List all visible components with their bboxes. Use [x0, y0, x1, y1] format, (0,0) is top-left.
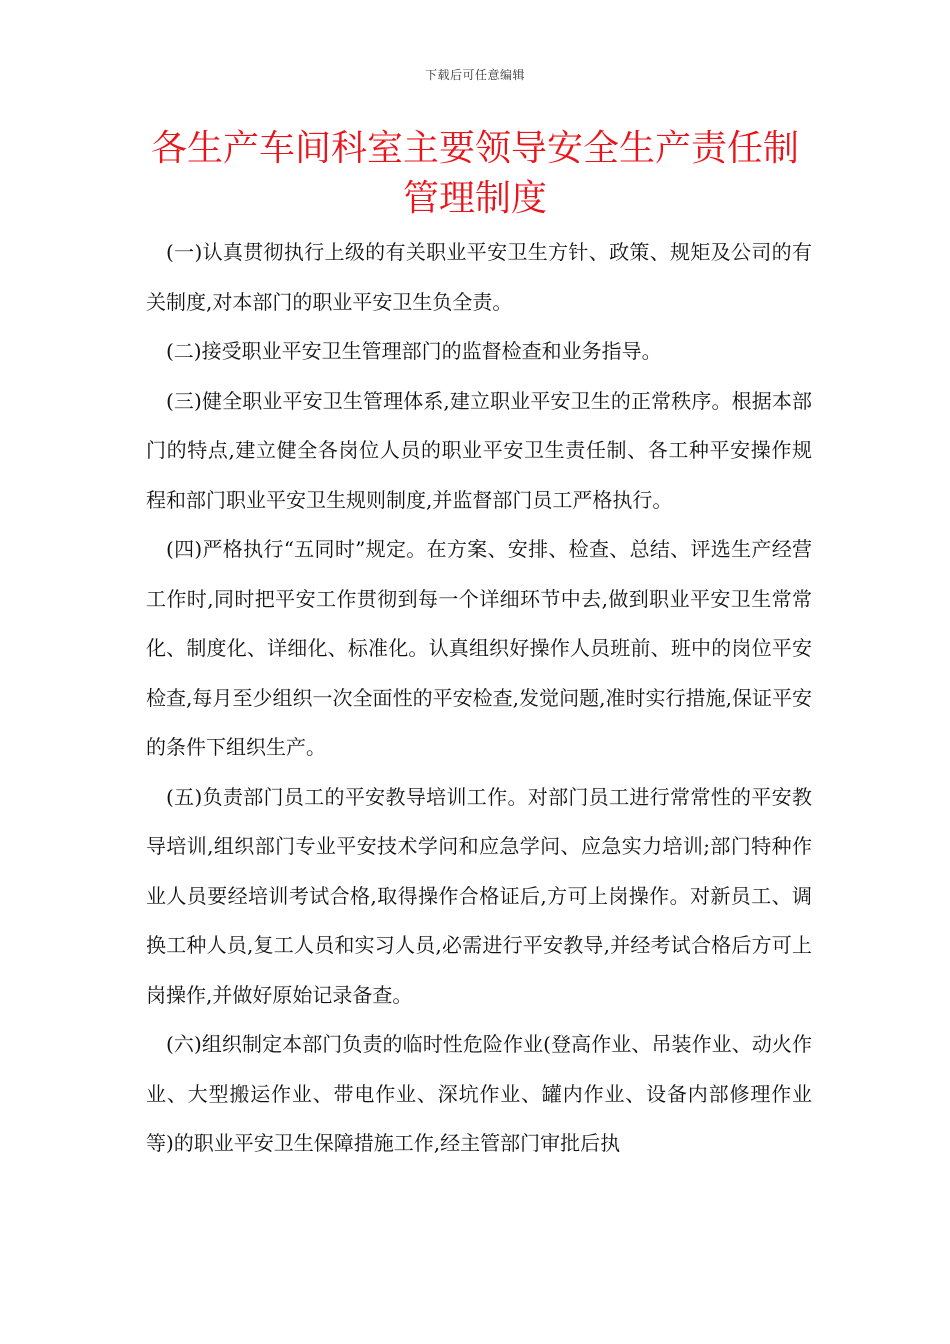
paragraph-4: (四)严格执行“五同时”规定。在方案、安排、检查、总结、评选生产经营工作时,同时把平安工作贯彻到每一个详细环节中去,做到职业平安卫生常常化、制度化、详细化、标准化。认真组织好操作人员班前、班中的岗位平安检查,每月至少组织一次全面性的平安检查,发觉问题,准时实行措施,保证平安的条件下组织生产。	[146, 537, 812, 759]
document-body	[146, 228, 812, 1169]
paragraph-5: (五)负责部门员工的平安教导培训工作。对部门员工进行常常性的平安教导培训,组织部门专业平安技术学问和应急学问、应急实力培训;部门特种作业人员要经培训考试合格,取得操作合格证后,方可上岗操作。对新员工、调换工种人员,复工人员和实习人员,必需进行平安教导,并经考试合格后方可上岗操作,并做好原始记录备查。	[146, 784, 812, 1007]
page-header: 下载后可任意编辑	[424, 68, 525, 82]
document-title-line-2: 管理制度	[402, 178, 547, 219]
document-title	[120, 124, 830, 224]
paragraph-3: (三)健全职业平安卫生管理体系,建立职业平安卫生的正常秩序。根据本部门的特点,建立健全各岗位人员的职业平安卫生责任制、各工种平安操作规程和部门职业平安卫生规则制度,并监督部门员工严格执行。	[146, 388, 812, 512]
paragraph-1: (一)认真贯彻执行上级的有关职业平安卫生方针、政策、规矩及公司的有关制度,对本部门的职业平安卫生负全责。	[146, 240, 812, 314]
document-title-line-1: 各生产车间科室主要领导安全生产责任制	[150, 128, 799, 169]
paragraph-2: (二)接受职业平安卫生管理部门的监督检查和业务指导。	[166, 339, 662, 363]
paragraph-6: (六)组织制定本部门负责的临时性危险作业(登高作业、吊装作业、动火作业、大型搬运作业、带电作业、深坑作业、罐内作业、设备内部修理作业等)的职业平安卫生保障措施工作,经主管部门审批后执	[146, 1032, 812, 1155]
